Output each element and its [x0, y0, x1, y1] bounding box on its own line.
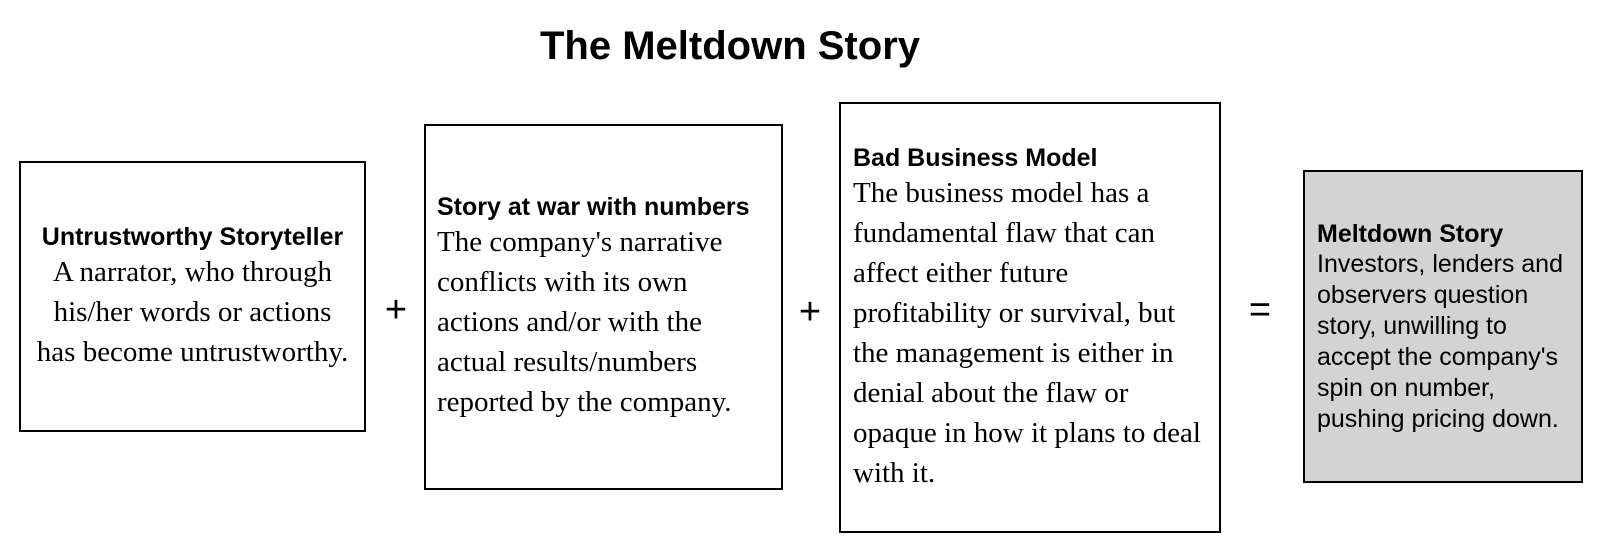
story-at-war-with-numbers-box [424, 124, 783, 490]
diagram-title: The Meltdown Story [540, 24, 920, 68]
bad-business-model-box [839, 102, 1221, 533]
untrustworthy-storyteller-box [19, 161, 366, 432]
plus-operator: + [384, 289, 408, 331]
plus-operator: + [798, 291, 822, 333]
box-heading: Bad Business Model [853, 143, 1098, 172]
box-heading: Untrustworthy Storyteller [41, 222, 344, 251]
box-description: The business model has a fundamental flaw that can affect either future profitability or survival, but the management is either in denial about the flaw or opaque in how it plans to deal with it. [853, 176, 1201, 489]
box-description: The company's narrative conflicts with its own actions and/or with the actual results/numbers reported by the company. [437, 226, 732, 418]
box-description: A narrator, who through his/her words or actions has become untrustworthy. [36, 255, 349, 368]
box-heading: Story at war with numbers [437, 193, 750, 221]
box-heading: Meltdown Story [1317, 219, 1504, 248]
equals-operator: = [1248, 289, 1272, 331]
box-description: Investors, lenders and observers question story, unwilling to accept the company's spin on number, pushing pricing down. [1317, 249, 1563, 433]
meltdown-story-result-box [1303, 170, 1583, 483]
